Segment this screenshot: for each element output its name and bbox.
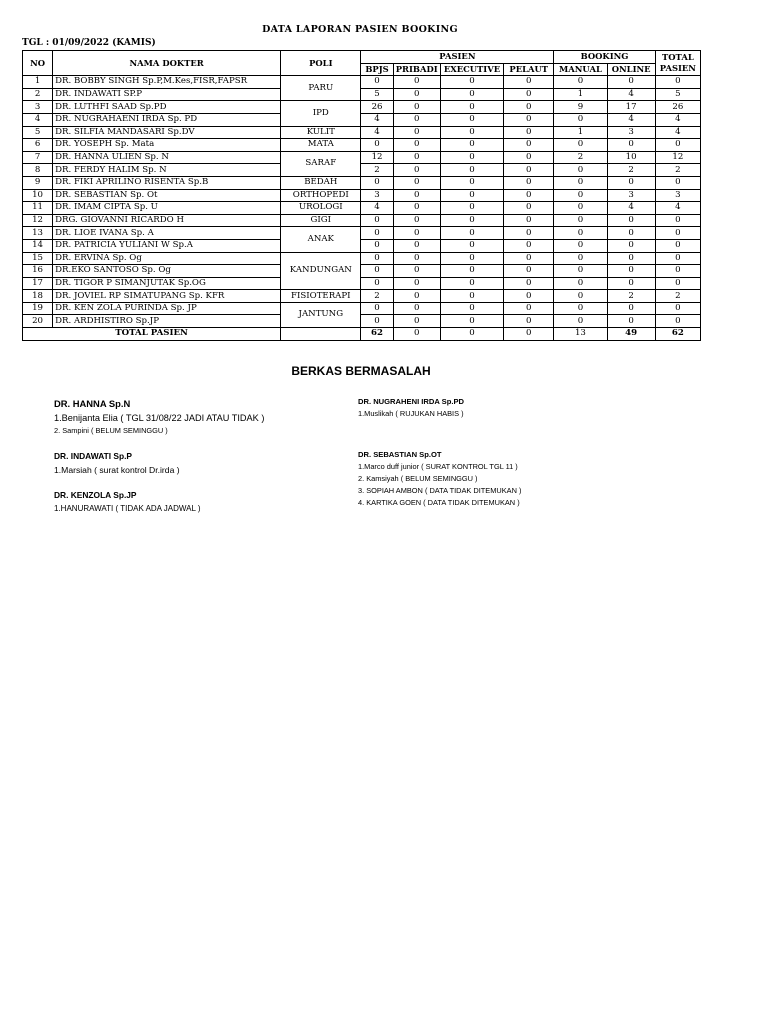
cell-manual: 1: [554, 88, 607, 101]
cell-poli: IPD: [281, 101, 361, 126]
col-total-pasien: TOTAL PASIEN: [655, 51, 700, 76]
cell-nama-dokter: DR. SEBASTIAN Sp. Ot: [53, 189, 281, 202]
cell-pelaut: 0: [504, 176, 554, 189]
cell-poli: KULIT: [281, 126, 361, 139]
cell-executive: 0: [440, 277, 503, 290]
cell-pribadi: 0: [393, 101, 440, 114]
cell-pribadi: 0: [393, 139, 440, 152]
cell-nama-dokter: DR. FERDY HALIM Sp. N: [53, 164, 281, 177]
cell-poli: BEDAH: [281, 176, 361, 189]
cell-bpjs: 0: [361, 227, 393, 240]
cell-poli: SARAF: [281, 151, 361, 176]
cell-pelaut: 0: [504, 227, 554, 240]
cell-poli: PARU: [281, 76, 361, 101]
cell-pelaut: 0: [504, 277, 554, 290]
cell-online: 4: [607, 202, 655, 215]
cell-executive: 0: [440, 239, 503, 252]
col-pelaut: PELAUT: [504, 63, 554, 76]
cell-pribadi: 0: [393, 239, 440, 252]
cell-poli: GIGI: [281, 214, 361, 227]
cell-executive: 0: [440, 189, 503, 202]
cell-nama-dokter: DR. PATRICIA YULIANI W Sp.A: [53, 239, 281, 252]
cell-online: 10: [607, 151, 655, 164]
cell-executive: 0: [440, 252, 503, 265]
cell-total: 0: [655, 176, 700, 189]
cell-executive: 0: [440, 315, 503, 328]
cell-pelaut: 0: [504, 252, 554, 265]
issue-item: 3. SOPIAH AMBON ( DATA TIDAK DITEMUKAN ): [358, 486, 522, 495]
cell-manual: 0: [554, 277, 607, 290]
cell-pelaut: 0: [504, 239, 554, 252]
table-row: [23, 88, 701, 101]
issue-item: 1.Marco duff junior ( SURAT KONTROL TGL 11 ): [358, 462, 518, 471]
report-date: TGL : 01/09/2022 (KAMIS): [22, 38, 156, 48]
cell-no: 20: [23, 315, 53, 328]
issue-item: 1.Marsiah ( surat kontrol Dr.irda ): [54, 465, 180, 475]
cell-nama-dokter: DR. FIKI APRILINO RISENTA Sp.B: [53, 176, 281, 189]
cell-pelaut: 0: [504, 164, 554, 177]
cell-no: 7: [23, 151, 53, 164]
cell-manual: 0: [554, 227, 607, 240]
issue-doctor: DR. KENZOLA Sp.JP: [54, 490, 137, 500]
cell-no: 11: [23, 202, 53, 215]
table-row: [23, 101, 701, 114]
cell-poli: MATA: [281, 139, 361, 152]
cell-executive: 0: [440, 139, 503, 152]
issue-doctor: DR. HANNA Sp.N: [54, 398, 131, 409]
col-online: ONLINE: [607, 63, 655, 76]
cell-manual: 0: [554, 252, 607, 265]
cell-executive: 0: [440, 76, 503, 89]
issue-item: 2. Kamsiyah ( BELUM SEMINGGU ): [358, 474, 478, 483]
issue-block-kenzola: [54, 490, 201, 513]
issue-item: 1.HANURAWATI ( TIDAK ADA JADWAL ): [54, 504, 201, 513]
cell-poli: UROLOGI: [281, 202, 361, 215]
col-nama-dokter: NAMA DOKTER: [53, 51, 281, 76]
cell-executive: 0: [440, 265, 503, 278]
cell-pelaut: 0: [504, 315, 554, 328]
cell-online: 0: [607, 277, 655, 290]
cell-online: 4: [607, 88, 655, 101]
cell-pribadi: 0: [393, 202, 440, 215]
cell-no: 17: [23, 277, 53, 290]
issue-doctor: DR. INDAWATI Sp.P: [54, 451, 133, 461]
col-pribadi: PRIBADI: [393, 63, 440, 76]
total-poli-empty: [281, 328, 361, 341]
cell-pelaut: 0: [504, 290, 554, 303]
cell-total: 5: [655, 88, 700, 101]
issue-item: 1.Muslikah ( RUJUKAN HABIS ): [358, 409, 464, 418]
cell-bpjs: 0: [361, 214, 393, 227]
table-row: [23, 113, 701, 126]
cell-total: 0: [655, 315, 700, 328]
issue-item: 1.Benijanta Elia ( TGL 31/08/22 JADI ATAU TIDAK ): [54, 413, 265, 423]
total-label: TOTAL PASIEN: [23, 328, 281, 341]
booking-table: [22, 50, 701, 341]
cell-bpjs: 0: [361, 252, 393, 265]
cell-bpjs: 5: [361, 88, 393, 101]
cell-total: 2: [655, 164, 700, 177]
cell-pelaut: 0: [504, 189, 554, 202]
cell-online: 0: [607, 227, 655, 240]
cell-bpjs: 0: [361, 76, 393, 89]
cell-pribadi: 0: [393, 265, 440, 278]
cell-manual: 0: [554, 113, 607, 126]
cell-pelaut: 0: [504, 214, 554, 227]
cell-total: 0: [655, 76, 700, 89]
cell-executive: 0: [440, 101, 503, 114]
cell-manual: 0: [554, 290, 607, 303]
cell-nama-dokter: DR. INDAWATI SP.P: [53, 88, 281, 101]
table-row: [23, 239, 701, 252]
cell-executive: 0: [440, 113, 503, 126]
cell-poli: JANTUNG: [281, 302, 361, 327]
cell-nama-dokter: DR. ERVINA Sp. Og: [53, 252, 281, 265]
cell-poli: ANAK: [281, 227, 361, 252]
cell-nama-dokter: DR. HANNA ULIEN Sp. N: [53, 151, 281, 164]
cell-executive: 0: [440, 214, 503, 227]
cell-executive: 0: [440, 151, 503, 164]
cell-no: 18: [23, 290, 53, 303]
cell-nama-dokter: DR. KEN ZOLA PURINDA Sp. JP: [53, 302, 281, 315]
table-row: [23, 202, 701, 215]
cell-pelaut: 0: [504, 113, 554, 126]
total-manual: 13: [554, 328, 607, 341]
total-bpjs: 62: [361, 328, 393, 341]
table-header-row: [23, 51, 701, 64]
cell-total: 4: [655, 202, 700, 215]
cell-manual: 9: [554, 101, 607, 114]
cell-bpjs: 4: [361, 113, 393, 126]
col-manual: MANUAL: [554, 63, 607, 76]
issue-block-sebastian: [358, 450, 521, 507]
cell-bpjs: 4: [361, 202, 393, 215]
cell-nama-dokter: DR. SILFIA MANDASARI Sp.DV: [53, 126, 281, 139]
cell-bpjs: 26: [361, 101, 393, 114]
cell-online: 0: [607, 302, 655, 315]
cell-pelaut: 0: [504, 302, 554, 315]
cell-no: 14: [23, 239, 53, 252]
cell-bpjs: 12: [361, 151, 393, 164]
cell-manual: 0: [554, 176, 607, 189]
cell-bpjs: 0: [361, 302, 393, 315]
cell-manual: 0: [554, 139, 607, 152]
cell-bpjs: 2: [361, 164, 393, 177]
cell-executive: 0: [440, 227, 503, 240]
table-row: [23, 76, 701, 89]
cell-online: 4: [607, 113, 655, 126]
cell-pribadi: 0: [393, 227, 440, 240]
cell-online: 2: [607, 290, 655, 303]
cell-bpjs: 3: [361, 189, 393, 202]
cell-executive: 0: [440, 290, 503, 303]
cell-manual: 0: [554, 202, 607, 215]
cell-online: 0: [607, 265, 655, 278]
cell-total: 2: [655, 290, 700, 303]
cell-manual: 2: [554, 151, 607, 164]
cell-no: 6: [23, 139, 53, 152]
cell-online: 0: [607, 139, 655, 152]
cell-total: 0: [655, 227, 700, 240]
cell-bpjs: 0: [361, 277, 393, 290]
cell-bpjs: 0: [361, 265, 393, 278]
table-row: [23, 290, 701, 303]
cell-total: 4: [655, 126, 700, 139]
cell-executive: 0: [440, 88, 503, 101]
cell-pelaut: 0: [504, 88, 554, 101]
cell-no: 4: [23, 113, 53, 126]
cell-manual: 0: [554, 265, 607, 278]
issue-block-hanna: [54, 398, 264, 435]
cell-pribadi: 0: [393, 88, 440, 101]
table-row: [23, 126, 701, 139]
cell-nama-dokter: DRG. GIOVANNI RICARDO H: [53, 214, 281, 227]
cell-online: 0: [607, 176, 655, 189]
cell-pribadi: 0: [393, 252, 440, 265]
cell-pelaut: 0: [504, 126, 554, 139]
cell-pelaut: 0: [504, 139, 554, 152]
cell-pelaut: 0: [504, 151, 554, 164]
cell-online: 0: [607, 76, 655, 89]
cell-pelaut: 0: [504, 101, 554, 114]
issue-doctor: DR. SEBASTIAN Sp.OT: [358, 450, 442, 459]
cell-no: 12: [23, 214, 53, 227]
cell-no: 13: [23, 227, 53, 240]
cell-total: 0: [655, 239, 700, 252]
cell-executive: 0: [440, 176, 503, 189]
cell-total: 0: [655, 214, 700, 227]
cell-pribadi: 0: [393, 290, 440, 303]
cell-executive: 0: [440, 302, 503, 315]
cell-online: 0: [607, 239, 655, 252]
cell-total: 0: [655, 252, 700, 265]
table-row: [23, 315, 701, 328]
cell-no: 16: [23, 265, 53, 278]
report-title: DATA LAPORAN PASIEN BOOKING: [262, 24, 458, 35]
cell-pribadi: 0: [393, 113, 440, 126]
cell-nama-dokter: DR. TIGOR P SIMANJUTAK Sp.OG: [53, 277, 281, 290]
cell-pribadi: 0: [393, 76, 440, 89]
cell-poli: FISIOTERAPI: [281, 290, 361, 303]
cell-no: 3: [23, 101, 53, 114]
col-bpjs: BPJS: [361, 63, 393, 76]
cell-pelaut: 0: [504, 76, 554, 89]
col-executive: EXECUTIVE: [440, 63, 503, 76]
cell-pribadi: 0: [393, 151, 440, 164]
cell-online: 0: [607, 252, 655, 265]
table-row: [23, 189, 701, 202]
cell-total: 26: [655, 101, 700, 114]
cell-nama-dokter: DR. LUTHFI SAAD Sp.PD: [53, 101, 281, 114]
cell-online: 17: [607, 101, 655, 114]
cell-online: 3: [607, 189, 655, 202]
cell-manual: 0: [554, 315, 607, 328]
cell-no: 2: [23, 88, 53, 101]
cell-online: 0: [607, 214, 655, 227]
cell-no: 15: [23, 252, 53, 265]
issue-item: 2. Sampini ( BELUM SEMINGGU ): [54, 426, 168, 435]
cell-no: 5: [23, 126, 53, 139]
berkas-title: BERKAS BERMASALAH: [291, 364, 431, 378]
cell-bpjs: 2: [361, 290, 393, 303]
cell-online: 3: [607, 126, 655, 139]
cell-total: 4: [655, 113, 700, 126]
table-row: [23, 176, 701, 189]
issue-item: 4. KARTIKA GOEN ( DATA TIDAK DITEMUKAN ): [358, 498, 520, 507]
cell-pelaut: 0: [504, 265, 554, 278]
cell-nama-dokter: DR.EKO SANTOSO Sp. Og: [53, 265, 281, 278]
cell-manual: 0: [554, 76, 607, 89]
cell-total: 3: [655, 189, 700, 202]
total-executive: 0: [440, 328, 503, 341]
cell-no: 9: [23, 176, 53, 189]
cell-bpjs: 0: [361, 239, 393, 252]
cell-pribadi: 0: [393, 176, 440, 189]
issue-doctor: DR. NUGRAHENI IRDA Sp.PD: [358, 397, 465, 406]
cell-bpjs: 4: [361, 126, 393, 139]
cell-nama-dokter: DR. ARDHISTIRO Sp.JP: [53, 315, 281, 328]
cell-pribadi: 0: [393, 302, 440, 315]
cell-pribadi: 0: [393, 189, 440, 202]
cell-executive: 0: [440, 126, 503, 139]
cell-manual: 0: [554, 214, 607, 227]
cell-total: 0: [655, 139, 700, 152]
cell-nama-dokter: DR. NUGRAHAENI IRDA Sp. PD: [53, 113, 281, 126]
cell-manual: 0: [554, 302, 607, 315]
table-row: [23, 214, 701, 227]
cell-online: 0: [607, 315, 655, 328]
cell-bpjs: 0: [361, 315, 393, 328]
total-pribadi: 0: [393, 328, 440, 341]
cell-poli: ORTHOPEDI: [281, 189, 361, 202]
cell-manual: 0: [554, 239, 607, 252]
cell-no: 1: [23, 76, 53, 89]
table-row: [23, 265, 701, 278]
cell-nama-dokter: DR. JOVIEL RP SIMATUPANG Sp. KFR: [53, 290, 281, 303]
cell-no: 8: [23, 164, 53, 177]
cell-poli: KANDUNGAN: [281, 252, 361, 290]
col-group-booking: BOOKING: [554, 51, 655, 64]
total-online: 49: [607, 328, 655, 341]
cell-nama-dokter: DR. LIOE IVANA Sp. A: [53, 227, 281, 240]
cell-online: 2: [607, 164, 655, 177]
cell-pribadi: 0: [393, 315, 440, 328]
cell-executive: 0: [440, 164, 503, 177]
cell-pribadi: 0: [393, 277, 440, 290]
cell-total: 0: [655, 277, 700, 290]
cell-bpjs: 0: [361, 139, 393, 152]
table-row: [23, 302, 701, 315]
cell-pribadi: 0: [393, 214, 440, 227]
table-body: [23, 76, 701, 328]
cell-nama-dokter: DR. BOBBY SINGH Sp.P,M.Kes,FISR,FAPSR: [53, 76, 281, 89]
table-row: [23, 227, 701, 240]
table-row: [23, 151, 701, 164]
cell-total: 0: [655, 302, 700, 315]
cell-bpjs: 0: [361, 176, 393, 189]
col-poli: POLI: [281, 51, 361, 76]
cell-manual: 0: [554, 189, 607, 202]
table-row: [23, 164, 701, 177]
issue-block-nugraheni: [358, 397, 464, 418]
issue-block-indawati: [54, 451, 180, 475]
cell-executive: 0: [440, 202, 503, 215]
cell-pelaut: 0: [504, 202, 554, 215]
table-row: [23, 139, 701, 152]
total-pelaut: 0: [504, 328, 554, 341]
table-row: [23, 277, 701, 290]
cell-no: 10: [23, 189, 53, 202]
cell-total: 12: [655, 151, 700, 164]
total-row: [23, 328, 701, 341]
cell-nama-dokter: DR. IMAM CIPTA Sp. U: [53, 202, 281, 215]
col-group-pasien: PASIEN: [361, 51, 554, 64]
cell-no: 19: [23, 302, 53, 315]
total-total: 62: [655, 328, 700, 341]
cell-nama-dokter: DR. YOSEPH Sp. Mata: [53, 139, 281, 152]
cell-total: 0: [655, 265, 700, 278]
cell-pribadi: 0: [393, 164, 440, 177]
table-row: [23, 252, 701, 265]
cell-pribadi: 0: [393, 126, 440, 139]
cell-manual: 0: [554, 164, 607, 177]
cell-manual: 1: [554, 126, 607, 139]
col-no: NO: [23, 51, 53, 76]
